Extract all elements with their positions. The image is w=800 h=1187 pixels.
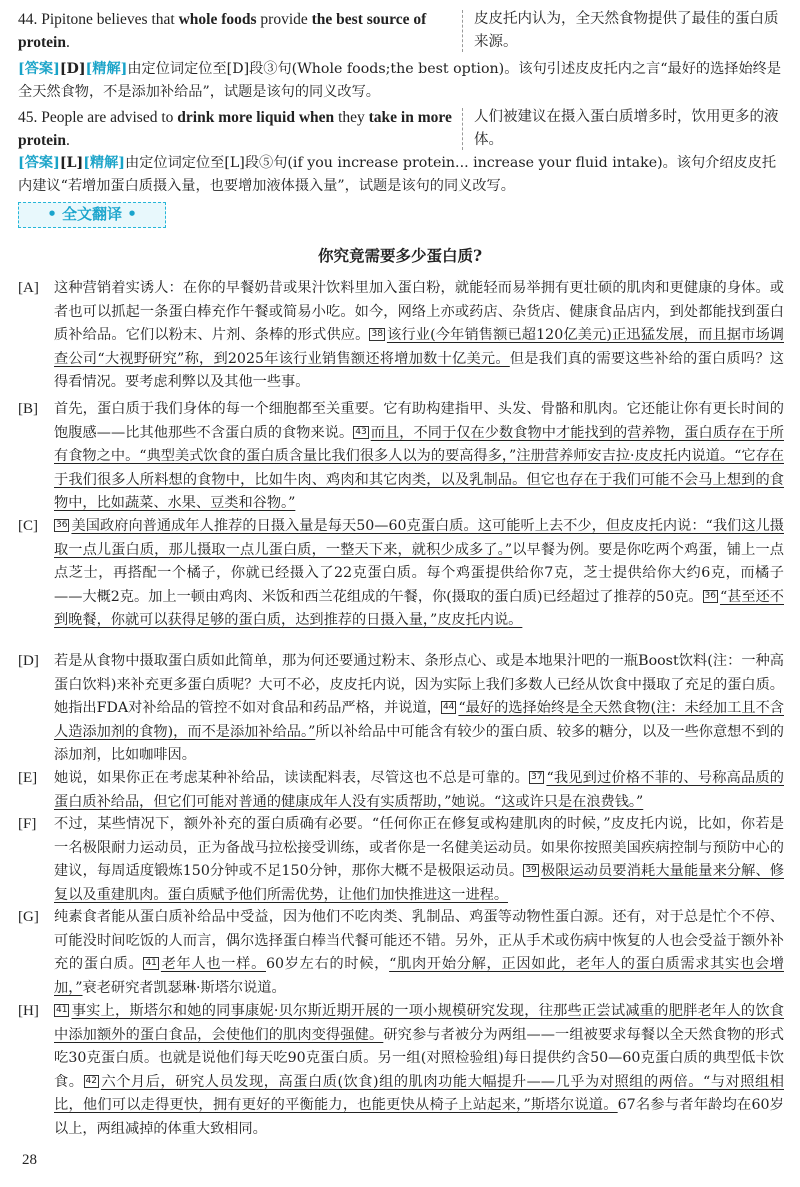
paragraph-body: 她说，如果你正在考虑某种补给品，读读配料表，尽管这也不总是可靠的。 37 “我见到过价格不菲的、号称高品质的蛋白质补给品，但它们可能对普通的健康成年人没有实质帮助，”她说。“这或许只是在浪费钱。” [54, 770, 784, 810]
paragraph-label: [E] [18, 770, 38, 786]
paragraph-b [18, 398, 784, 516]
question-44-english: 44. Pipitone believes that whole foods provide the best source of protein. [18, 11, 427, 51]
paragraph-body: 不过，某些情况下，额外补充的蛋白质确有必要。“任何你正在修复或构建肌肉的时候，”皮皮托内说，比如，你若是一名极限耐力运动员，正为备战马拉松接受训练，或者你是一名健美运动员。如果你按照美国疾病控制与预防中心的建议，每周适度锻炼150分钟或不足150分钟，那你大概不是极限运动员。 39 极限运动员要消耗大量能量来分解、修复以及重建肌肉。蛋白质赋予他们所需优势，让他们加快推进这一进程。 [54, 816, 784, 903]
paragraph-a [18, 277, 784, 395]
paragraph-f [18, 813, 784, 907]
underlined-sentence: 39 极限运动员要消耗大量能量来分解、修复以及重建肌肉。蛋白质赋予他们所需优势，让他们加快推进这一进程。 [54, 863, 784, 903]
paragraph-d [18, 650, 784, 768]
explanation-tag: [精解] [83, 155, 126, 171]
paragraph-label: [F] [18, 816, 37, 832]
answer-value: [D] [59, 61, 86, 77]
question-45-english: 45. People are advised to drink more liquid when they take in more protein. [18, 109, 452, 149]
paragraph-g [18, 906, 784, 1000]
question-ref-badge: 37 [530, 772, 543, 782]
paragraph-label: [D] [18, 653, 39, 669]
answer-value: [L] [59, 155, 84, 171]
question-ref-badge: 39 [525, 865, 537, 876]
paragraph-body: 首先，蛋白质于我们身体的每一个细胞都至关重要。它有助构建指甲、头发、骨骼和肌肉。它还能让你有更长时间的饱腹感——比其他那些不含蛋白质的食物来说。 43 而且，不同于仅在少数食物中才能找到的营养物，蛋白质存在于所有食物之中。“典型美式饮食的蛋白质含量比我们很多人以为的要高得多，”注册营养师安吉拉·皮皮托内说道。“它存在于我们很多人所料想的食物中，比如牛肉、鸡肉和其它肉类，以及乳制品。但它也存在于我们可能不会马上想到的食物中，比如蔬菜、水果、豆类和谷物。” [54, 401, 784, 512]
paragraph-label: [A] [18, 280, 39, 296]
underlined-sentence: 36 美国政府向普通成年人推荐的日摄入量是每天50—60克蛋白质。这可能听上去不少，但皮皮托内说：“我们这儿摄取一点儿蛋白质，那儿摄取一点儿蛋白质，一整天下来，就积少成多了。” [54, 518, 784, 558]
underlined-sentence: 36 “甚至还不到晚餐，你就可以获得足够的蛋白质，达到推荐的日摄入量，”皮皮托内说。 [54, 588, 784, 629]
underlined-sentence: 43 而且，不同于仅在少数食物中才能找到的营养物，蛋白质存在于所有食物之中。“典型美式饮食的蛋白质含量比我们很多人以为的要高得多，”注册营养师安吉拉·皮皮托内说道。“它存在于我们很多人所料想的食物中，比如牛肉、鸡肉和其它肉类，以及乳制品。但它也存在于我们可能不会马上想到的食物中，比如蔬菜、水果、豆类和谷物。” [54, 424, 784, 512]
question-ref-badge: 41 [56, 1005, 68, 1015]
section-label-full-translation: • 全文翻译 • [18, 202, 166, 228]
answer-tag: [答案] [18, 61, 60, 77]
article-title: 你究竟需要多少蛋白质? [317, 246, 483, 265]
question-number: 44. [18, 11, 38, 28]
paragraph-body: 这种营销着实诱人：在你的早餐奶昔或果汁饮料里加入蛋白粉，就能轻而易举拥有更壮硕的肌肉和更健康的身体。或者也可以抓起一条蛋白棒充作午餐或简易小吃。如今，网络上亦或药店、杂货店、健康食品店内，到处都能找到蛋白质补给品。它们以粉末、片剂、条棒的形式供应。 38 该行业(今年销售额已超120亿美元)正迅猛发展，而且据市场调查公司“大视野研究”称，到2025年该行业销售额还将增加数十亿美元。但是我们真的需要这些补给的蛋白质吗？这得看情况。要考虑利弊以及其他一些事。 [54, 280, 784, 391]
explanation-tag: [精解] [85, 61, 128, 77]
question-number: 45. [18, 109, 38, 126]
underlined-sentence: 41 事实上，斯塔尔和她的同事康妮·贝尔斯近期开展的一项小规模研究发现，往那些正尝试减重的肥胖老年人的饮食中添加额外的蛋白食品，会使他们的肌肉变得强健。 [54, 1003, 784, 1043]
paragraph-label: [H] [18, 1003, 39, 1019]
paragraph-body: 36 美国政府向普通成年人推荐的日摄入量是每天50—60克蛋白质。这可能听上去不少，但皮皮托内说：“我们这儿摄取一点儿蛋白质，那儿摄取一点儿蛋白质，一整天下来，就积少成多了。”以早餐为例。要是你吃两个鸡蛋，铺上一点点芝士，再搭配一个橘子，你就已经摄入了22克蛋白质。每个鸡蛋提供给你7克，芝士提供给你大约6克，而橘子——大概2克。加上一顿由鸡肉、米饭和西兰花组成的午餐，你(摄取的蛋白质)已经超过了推荐的50克。 36 “甚至还不到晚餐，你就可以获得足够的蛋白质，达到推荐的日摄入量，”皮皮托内说。 [54, 518, 784, 629]
question-ref-badge: 44 [442, 702, 455, 713]
question-ref-badge: 42 [85, 1075, 97, 1086]
question-ref-badge: 43 [355, 426, 367, 437]
paragraph-c [18, 515, 784, 633]
underlined-sentence: 37 “我见到过价格不菲的、号称高品质的蛋白质补给品，但它们可能对普通的健康成年人没有实质帮助，”她说。“这或许只是在浪费钱。” [54, 770, 784, 810]
underlined-sentence: 44 “最好的选择始终是全天然食物(注：未经加工且不含人造添加剂的食物)，而不是添加补给品。” [54, 700, 784, 740]
answer-45 [18, 152, 784, 198]
question-ref-badge: 36 [56, 520, 68, 530]
dashed-divider [462, 108, 463, 150]
answer-44 [18, 58, 784, 104]
paragraph-label: [B] [18, 401, 38, 417]
question-ref-badge: 41 [145, 958, 157, 969]
question-45-chinese: 人们被建议在摄入蛋白质增多时，饮用更多的液体。 [474, 109, 779, 148]
explanation-text: 由定位词定位至[D]段③句(Whole foods;the best option)。该句引述皮皮托内之言“最好的选择始终是全天然食物，不是添加补给品”，试题是该句的同义改写。 [18, 61, 782, 100]
paragraph-h [18, 1000, 784, 1142]
paragraph-body: 若是从食物中摄取蛋白质如此简单，那为何还要通过粉末、条形点心、或是本地果汁吧的一瓶Boost饮料(注：一种高蛋白饮料)来补充更多蛋白质呢？大可不必，皮皮托内说，因为实际上我们多数人已经从饮食中摄取了充足的蛋白质。她指出FDA对补给品的管控不如对食品和药品严格，并说道， 44 “最好的选择始终是全天然食物(注：未经加工且不含人造添加剂的食物)，而不是添加补给品。”所以补给品中可能含有较少的蛋白质、较多的糖分，以及一些你意想不到的添加剂，比如咖啡因。 [54, 653, 784, 764]
underlined-sentence: 42 六个月后，研究人员发现，高蛋白质(饮食)组的肌肉功能大幅提升——几乎为对照组的两倍。“与对照组相比，他们可以走得更快，拥有更好的平衡能力，也能更快从椅子上站起来，”斯塔尔说道。 [54, 1073, 784, 1114]
paragraph-e [18, 767, 784, 814]
paragraph-label: [G] [18, 909, 39, 925]
question-44-chinese: 皮皮托内认为，全天然食物提供了最佳的蛋白质来源。 [474, 11, 779, 50]
paragraph-label: [C] [18, 518, 38, 534]
question-44 [18, 8, 782, 54]
question-ref-badge: 36 [704, 590, 716, 601]
underlined-sentence: 38 该行业(今年销售额已超120亿美元)正迅猛发展，而且据市场调查公司“大视野研究”称，到2025年该行业销售额还将增加数十亿美元。 [54, 327, 784, 367]
underlined-sentence: “肌肉开始分解，正因如此，老年人的蛋白质需求其实也会增加，” [54, 956, 784, 996]
question-45 [18, 106, 782, 152]
paragraph-body: 41 事实上，斯塔尔和她的同事康妮·贝尔斯近期开展的一项小规模研究发现，往那些正尝试减重的肥胖老年人的饮食中添加额外的蛋白食品，会使他们的肌肉变得强健。研究参与者被分为两组——一组被要求每餐以全天然食物的形式吃30克蛋白质。也就是说他们每天吃90克蛋白质。另一组(对照检验组)每日提供约含50—60克蛋白质的典型低卡饮食。 42 六个月后，研究人员发现，高蛋白质(饮食)组的肌肉功能大幅提升——几乎为对照组的两倍。“与对照组相比，他们可以走得更快，拥有更好的平衡能力，也能更快从椅子上站起来，”斯塔尔说道。67名参与者年龄均在60岁以上，两组减掉的体重大致相同。 [54, 1003, 784, 1137]
page-number: 28 [22, 1152, 37, 1168]
explanation-text: 由定位词定位至[L]段⑤句(if you increase protein... increase your fluid intake)。该句介绍皮皮托内建议“若增加蛋白质摄入量，也要增加液体摄入量”，试题是该句的同义改写。 [18, 155, 777, 194]
answer-tag: [答案] [18, 155, 60, 171]
dashed-divider [462, 10, 463, 52]
underlined-sentence: 41 老年人也一样。 [145, 956, 266, 973]
question-ref-badge: 38 [371, 329, 383, 340]
paragraph-body: 纯素食者能从蛋白质补给品中受益，因为他们不吃肉类、乳制品、鸡蛋等动物性蛋白源。还有，对于总是忙个不停、可能没时间吃饭的人而言，偶尔选择蛋白棒当代餐可能还不错。另外，正从手术或伤病中恢复的人也会受益于额外补充的蛋白质。 41 老年人也一样。60岁左右的时候，“肌肉开始分解，正因如此，老年人的蛋白质需求其实也会增加，”衰老研究者凯瑟琳·斯塔尔说道。 [54, 909, 784, 996]
